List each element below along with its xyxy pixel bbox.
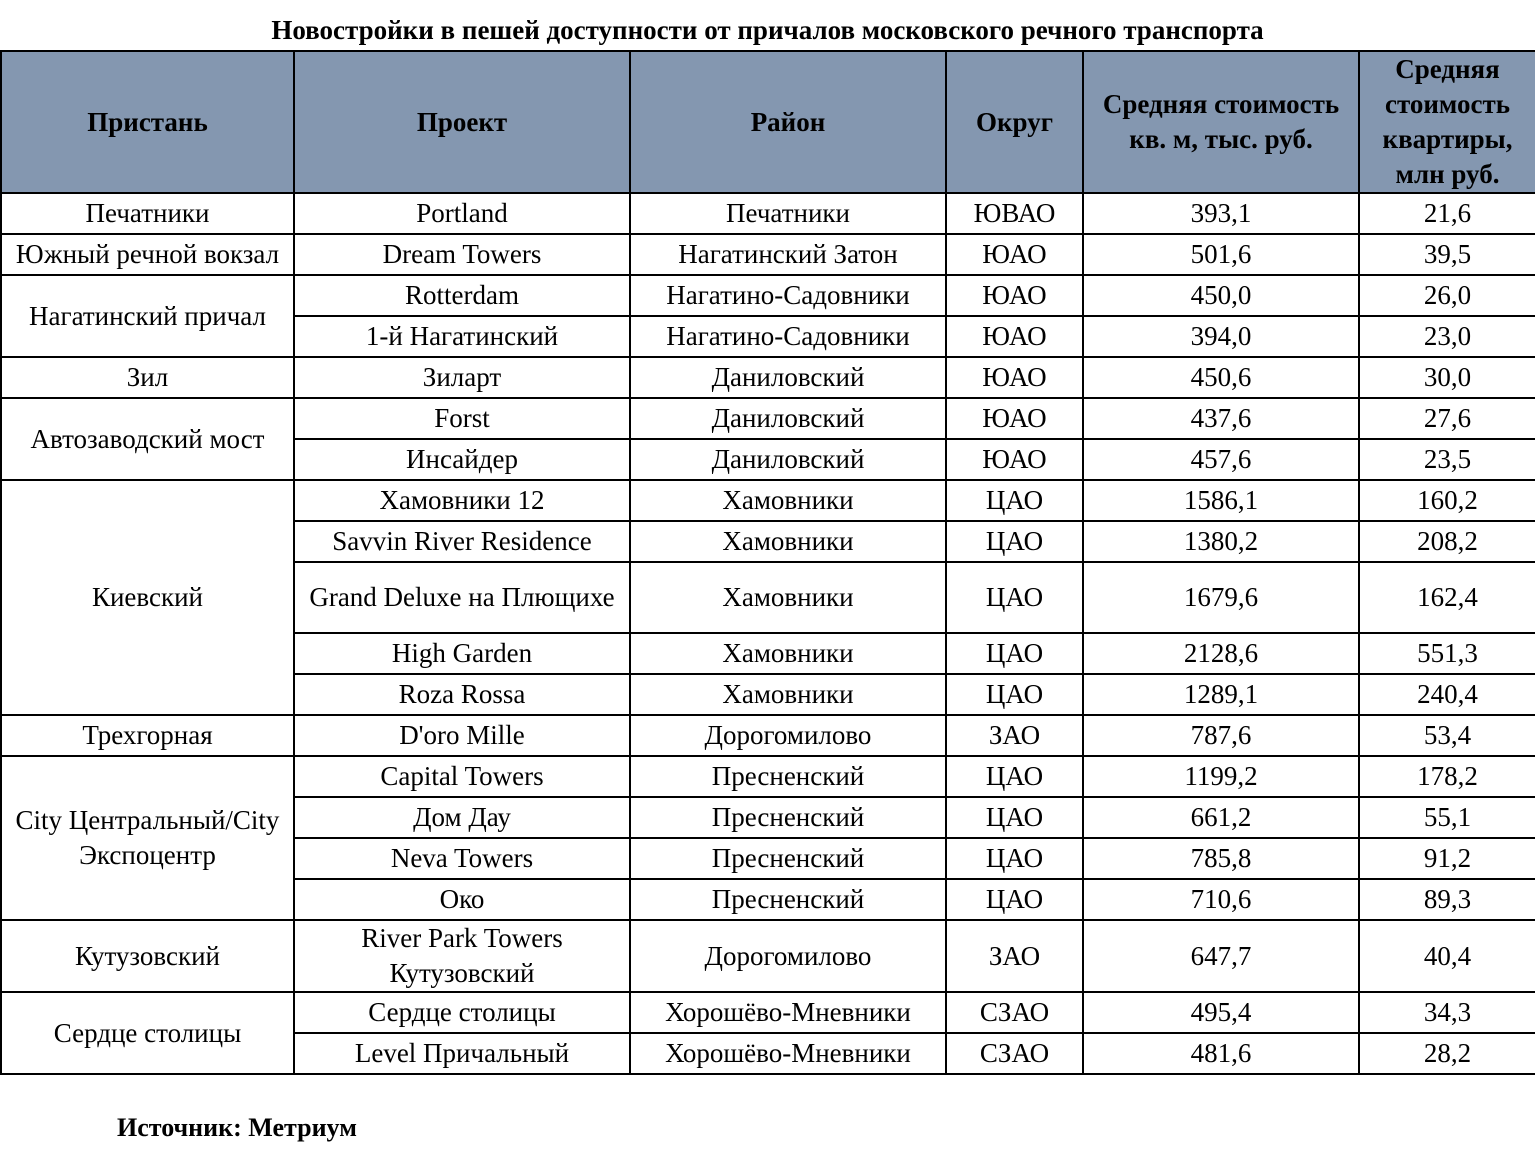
table-row	[1, 992, 1535, 1033]
okrug-cell: СЗАО	[946, 992, 1083, 1033]
price-flat-cell: 178,2	[1359, 756, 1535, 797]
project-cell: Дом Дау	[294, 797, 630, 838]
price-flat-cell: 55,1	[1359, 797, 1535, 838]
pier-cell: Южный речной вокзал	[1, 234, 294, 275]
project-cell: Capital Towers	[294, 756, 630, 797]
okrug-cell: ЦАО	[946, 838, 1083, 879]
project-cell: Rotterdam	[294, 275, 630, 316]
price-sqm-cell: 481,6	[1083, 1033, 1359, 1074]
okrug-cell: ЮАО	[946, 398, 1083, 439]
okrug-cell: ЦАО	[946, 480, 1083, 521]
pier-cell: Нагатинский причал	[1, 275, 294, 357]
table-row	[1, 357, 1535, 398]
price-sqm-cell: 1679,6	[1083, 562, 1359, 633]
price-flat-cell: 240,4	[1359, 674, 1535, 715]
okrug-cell: ЮАО	[946, 316, 1083, 357]
table-row	[1, 398, 1535, 439]
price-sqm-cell: 450,6	[1083, 357, 1359, 398]
district-cell: Хамовники	[630, 562, 946, 633]
pier-cell: Зил	[1, 357, 294, 398]
project-cell: Зиларт	[294, 357, 630, 398]
project-cell: Сердце столицы	[294, 992, 630, 1033]
price-flat-cell: 27,6	[1359, 398, 1535, 439]
district-cell: Хамовники	[630, 521, 946, 562]
price-sqm-cell: 1586,1	[1083, 480, 1359, 521]
district-cell: Хамовники	[630, 674, 946, 715]
district-cell: Пресненский	[630, 838, 946, 879]
district-cell: Пресненский	[630, 797, 946, 838]
price-sqm-cell: 785,8	[1083, 838, 1359, 879]
price-flat-cell: 30,0	[1359, 357, 1535, 398]
table-row	[1, 234, 1535, 275]
price-sqm-cell: 437,6	[1083, 398, 1359, 439]
district-cell: Пресненский	[630, 879, 946, 920]
price-sqm-cell: 647,7	[1083, 920, 1359, 992]
price-flat-cell: 23,0	[1359, 316, 1535, 357]
district-cell: Хамовники	[630, 480, 946, 521]
price-sqm-cell: 501,6	[1083, 234, 1359, 275]
project-cell: High Garden	[294, 633, 630, 674]
project-cell: Roza Rossa	[294, 674, 630, 715]
table-row	[1, 193, 1535, 234]
price-flat-cell: 23,5	[1359, 439, 1535, 480]
header-price-flat: Средняя стоимость квартиры, млн руб.	[1359, 51, 1535, 193]
district-cell: Даниловский	[630, 398, 946, 439]
district-cell: Дорогомилово	[630, 715, 946, 756]
project-cell: Savvin River Residence	[294, 521, 630, 562]
price-flat-cell: 162,4	[1359, 562, 1535, 633]
price-sqm-cell: 1380,2	[1083, 521, 1359, 562]
project-cell: Grand Deluxe на Плющихе	[294, 562, 630, 633]
price-sqm-cell: 450,0	[1083, 275, 1359, 316]
price-sqm-cell: 393,1	[1083, 193, 1359, 234]
okrug-cell: ЦАО	[946, 633, 1083, 674]
district-cell: Даниловский	[630, 439, 946, 480]
price-flat-cell: 551,3	[1359, 633, 1535, 674]
okrug-cell: ЦАО	[946, 797, 1083, 838]
header-pier: Пристань	[1, 51, 294, 193]
price-sqm-cell: 495,4	[1083, 992, 1359, 1033]
project-cell: Forst	[294, 398, 630, 439]
okrug-cell: ЗАО	[946, 920, 1083, 992]
okrug-cell: ЦАО	[946, 674, 1083, 715]
header-price-sqm: Средняя стоимость кв. м, тыс. руб.	[1083, 51, 1359, 193]
district-cell: Хорошёво-Мневники	[630, 1033, 946, 1074]
project-cell: River Park Towers Кутузовский	[294, 920, 630, 992]
pier-cell: Печатники	[1, 193, 294, 234]
district-cell: Печатники	[630, 193, 946, 234]
header-project: Проект	[294, 51, 630, 193]
district-cell: Пресненский	[630, 756, 946, 797]
table-row	[1, 275, 1535, 316]
price-sqm-cell: 2128,6	[1083, 633, 1359, 674]
okrug-cell: ЮАО	[946, 439, 1083, 480]
okrug-cell: ЗАО	[946, 715, 1083, 756]
pier-cell: City Центральный/City Экспоцентр	[1, 756, 294, 920]
pier-cell: Автозаводский мост	[1, 398, 294, 480]
price-sqm-cell: 394,0	[1083, 316, 1359, 357]
okrug-cell: ЦАО	[946, 562, 1083, 633]
district-cell: Хорошёво-Мневники	[630, 992, 946, 1033]
project-cell: Dream Towers	[294, 234, 630, 275]
header-okrug: Округ	[946, 51, 1083, 193]
okrug-cell: ЮАО	[946, 357, 1083, 398]
okrug-cell: ЮВАО	[946, 193, 1083, 234]
table-body	[1, 193, 1535, 1074]
price-sqm-cell: 710,6	[1083, 879, 1359, 920]
price-flat-cell: 91,2	[1359, 838, 1535, 879]
district-cell: Даниловский	[630, 357, 946, 398]
okrug-cell: ЦАО	[946, 879, 1083, 920]
okrug-cell: ЦАО	[946, 521, 1083, 562]
pier-cell: Трехгорная	[1, 715, 294, 756]
okrug-cell: ЦАО	[946, 756, 1083, 797]
pier-cell: Кутузовский	[1, 920, 294, 992]
price-sqm-cell: 457,6	[1083, 439, 1359, 480]
header-row	[1, 51, 1535, 193]
project-cell: Level Причальный	[294, 1033, 630, 1074]
source-note: Источник: Метриум	[117, 1113, 357, 1142]
data-table	[0, 50, 1535, 1075]
pier-cell: Киевский	[1, 480, 294, 715]
price-flat-cell: 89,3	[1359, 879, 1535, 920]
district-cell: Хамовники	[630, 633, 946, 674]
project-cell: Neva Towers	[294, 838, 630, 879]
project-cell: Portland	[294, 193, 630, 234]
okrug-cell: ЮАО	[946, 234, 1083, 275]
price-flat-cell: 28,2	[1359, 1033, 1535, 1074]
table-row	[1, 480, 1535, 521]
project-cell: Око	[294, 879, 630, 920]
header-district: Район	[630, 51, 946, 193]
table-row	[1, 715, 1535, 756]
price-flat-cell: 160,2	[1359, 480, 1535, 521]
price-flat-cell: 40,4	[1359, 920, 1535, 992]
project-cell: D'oro Mille	[294, 715, 630, 756]
project-cell: Хамовники 12	[294, 480, 630, 521]
price-sqm-cell: 1199,2	[1083, 756, 1359, 797]
price-sqm-cell: 787,6	[1083, 715, 1359, 756]
price-flat-cell: 53,4	[1359, 715, 1535, 756]
price-flat-cell: 26,0	[1359, 275, 1535, 316]
price-sqm-cell: 1289,1	[1083, 674, 1359, 715]
district-cell: Нагатино-Садовники	[630, 275, 946, 316]
table-row	[1, 920, 1535, 992]
district-cell: Нагатино-Садовники	[630, 316, 946, 357]
project-cell: 1-й Нагатинский	[294, 316, 630, 357]
okrug-cell: ЮАО	[946, 275, 1083, 316]
price-sqm-cell: 661,2	[1083, 797, 1359, 838]
district-cell: Дорогомилово	[630, 920, 946, 992]
district-cell: Нагатинский Затон	[630, 234, 946, 275]
price-flat-cell: 208,2	[1359, 521, 1535, 562]
price-flat-cell: 21,6	[1359, 193, 1535, 234]
table-row	[1, 756, 1535, 797]
price-flat-cell: 39,5	[1359, 234, 1535, 275]
okrug-cell: СЗАО	[946, 1033, 1083, 1074]
table-title: Новостройки в пешей доступности от причалов московского речного транспорта	[271, 15, 1264, 45]
pier-cell: Сердце столицы	[1, 992, 294, 1074]
price-flat-cell: 34,3	[1359, 992, 1535, 1033]
project-cell: Инсайдер	[294, 439, 630, 480]
